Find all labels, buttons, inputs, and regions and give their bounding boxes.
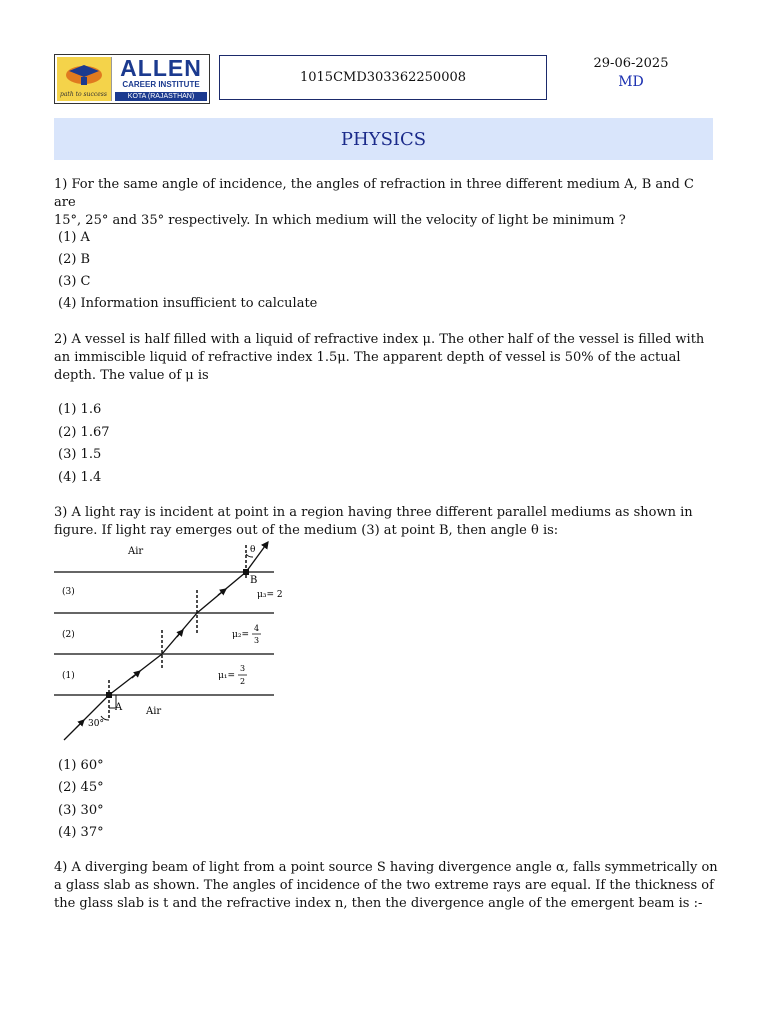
question-4-line-3: the glass slab is t and the refractive index n, then the divergence angle of the emergent beam is :- bbox=[54, 896, 703, 911]
q3-option-2[interactable]: (2) 45° bbox=[58, 780, 104, 795]
label-air-top: Air bbox=[128, 546, 144, 557]
q3-option-4[interactable]: (4) 37° bbox=[58, 825, 104, 840]
question-2-line-1: 2) A vessel is half filled with a liquid of refractive index μ. The other half of the vessel is filled with bbox=[54, 332, 705, 347]
q2-option-1[interactable]: (1) 1.6 bbox=[58, 402, 102, 417]
logo-subtitle: CAREER INSTITUTE bbox=[122, 80, 200, 89]
label-angle-30: 30° bbox=[88, 719, 104, 729]
allen-logo bbox=[54, 54, 210, 104]
label-point-a: A bbox=[115, 702, 123, 713]
label-mu1: μ₁= bbox=[218, 671, 235, 681]
paper-code: 1015CMD303362250008 bbox=[299, 70, 467, 85]
label-mu1-numerator: 3 bbox=[240, 664, 246, 673]
label-mu3: μ₃= 2 bbox=[257, 590, 283, 600]
question-3-line-1: 3) A light ray is incident at point in a region having three different parallel mediums as shown in bbox=[54, 505, 693, 520]
q2-option-2[interactable]: (2) 1.67 bbox=[58, 425, 110, 440]
q1-option-1[interactable]: (1) A bbox=[58, 230, 90, 245]
q1-option-2[interactable]: (2) B bbox=[58, 252, 91, 267]
point-b-marker bbox=[243, 569, 249, 575]
q2-option-3[interactable]: (3) 1.5 bbox=[58, 447, 102, 462]
q2-option-4[interactable]: (4) 1.4 bbox=[58, 470, 102, 485]
label-theta: θ bbox=[250, 545, 256, 555]
question-4-line-1: 4) A diverging beam of light from a point source S having divergence angle α, falls symmetrically on bbox=[54, 860, 718, 875]
question-2-line-3: depth. The value of μ is bbox=[54, 368, 209, 383]
stream-tag: MD bbox=[618, 74, 644, 90]
refraction-figure bbox=[54, 540, 283, 742]
question-4 bbox=[54, 859, 719, 913]
q1-option-3[interactable]: (3) C bbox=[58, 274, 91, 289]
question-1-line-2: 15°, 25° and 35° respectively. In which medium will the velocity of light be minimum ? bbox=[54, 213, 626, 228]
logo-brand: ALLEN bbox=[120, 55, 202, 81]
label-mu1-denominator: 2 bbox=[240, 677, 246, 686]
label-air-bottom: Air bbox=[146, 706, 162, 717]
label-mu2: μ₂= bbox=[232, 630, 249, 640]
question-1 bbox=[54, 176, 719, 230]
label-mu2-numerator: 4 bbox=[254, 624, 260, 633]
question-3-line-2: figure. If light ray emerges out of the medium (3) at point B, then angle θ is: bbox=[54, 523, 559, 538]
question-4-line-2: a glass slab as shown. The angles of incidence of the two extreme rays are equal. If the thickness of bbox=[54, 878, 714, 893]
question-1-line-1: 1) For the same angle of incidence, the angles of refraction in three different medium A, B and C are bbox=[54, 177, 694, 210]
paper-code-box bbox=[219, 55, 547, 100]
question-2-line-2: an immiscible liquid of refractive index 1.5μ. The apparent depth of vessel is 50% of the actual bbox=[54, 350, 681, 365]
logo-city: KOTA (RAJASTHAN) bbox=[115, 92, 207, 101]
ray-arrow-1 bbox=[76, 720, 84, 728]
label-medium-3: (3) bbox=[62, 587, 75, 597]
label-mu2-denominator: 3 bbox=[254, 636, 260, 645]
subject-banner bbox=[54, 118, 713, 160]
exam-date: 29-06-2025 bbox=[593, 56, 669, 71]
logo-emblem-icon bbox=[57, 57, 112, 101]
subject-title: PHYSICS bbox=[340, 128, 427, 150]
ray-arrow-2 bbox=[132, 671, 140, 678]
logo-tagline: path to success bbox=[60, 91, 107, 98]
label-medium-2: (2) bbox=[62, 630, 75, 640]
point-a-marker bbox=[106, 692, 112, 698]
label-medium-1: (1) bbox=[62, 671, 75, 681]
ray-arrow-3 bbox=[177, 630, 183, 637]
question-2 bbox=[54, 331, 719, 385]
label-point-b: B bbox=[250, 575, 258, 586]
q3-option-1[interactable]: (1) 60° bbox=[58, 758, 104, 773]
question-3 bbox=[54, 504, 719, 540]
ray-arrow-4 bbox=[218, 589, 226, 595]
q3-option-3[interactable]: (3) 30° bbox=[58, 803, 104, 818]
q1-option-4[interactable]: (4) Information insufficient to calculate bbox=[58, 296, 318, 311]
